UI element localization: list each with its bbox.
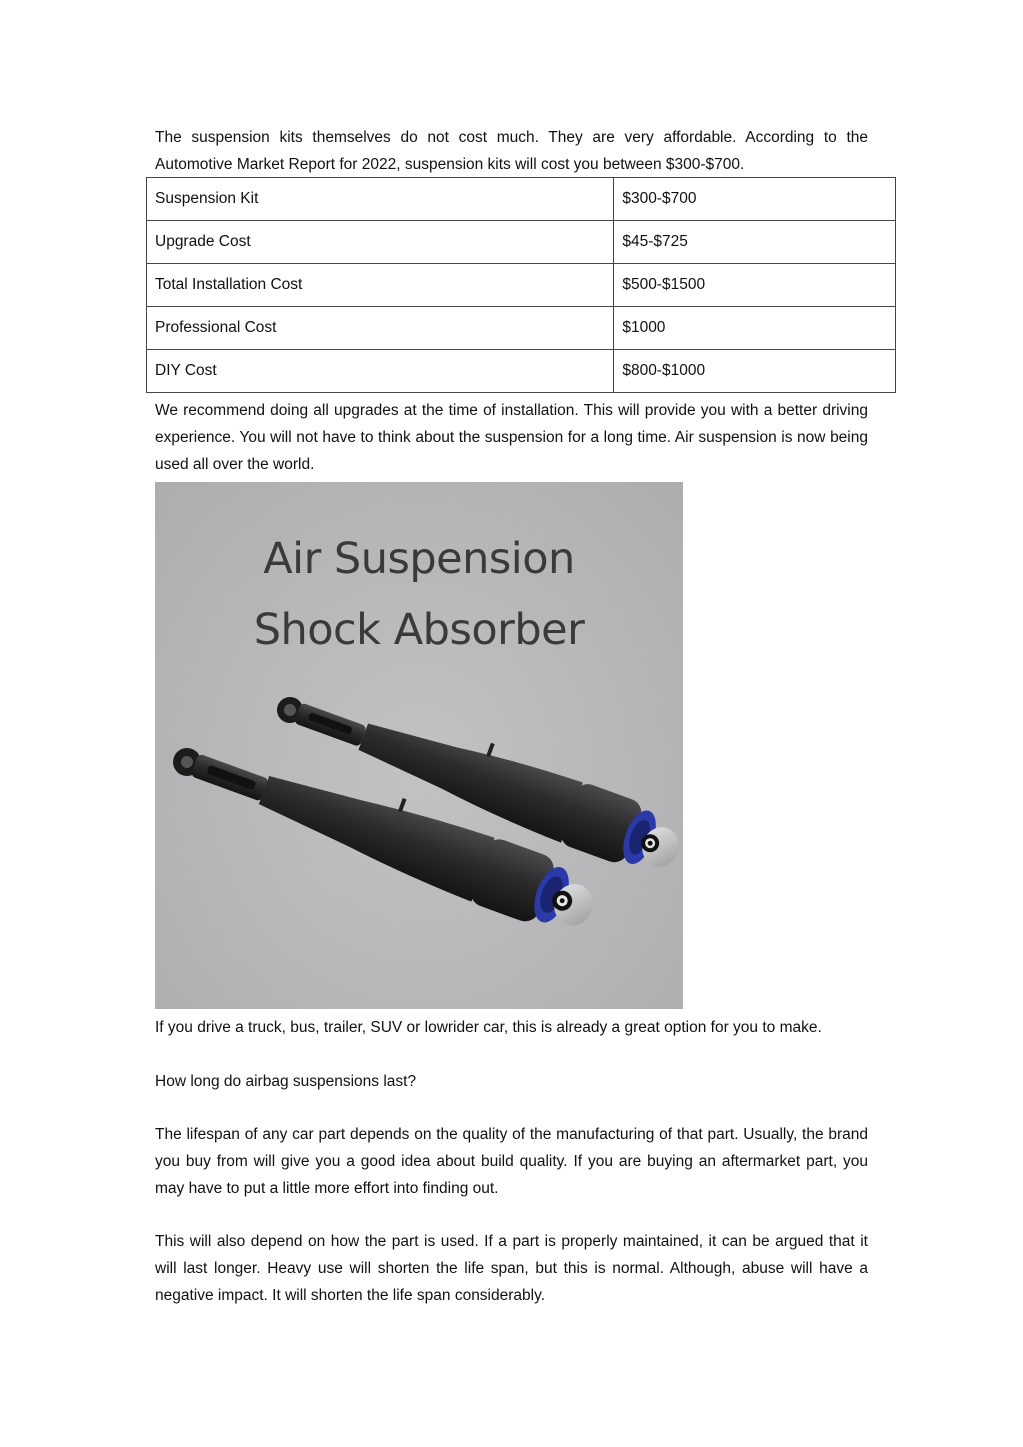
cost-table [146,177,896,393]
table-row [147,307,896,350]
table-cell-cost: $800-$1000 [614,350,896,393]
shock-absorber-image [155,482,683,1009]
table-row [147,178,896,221]
intro-paragraph: The suspension kits themselves do not cost much. They are very affordable. According to the Automotive Market Report for 2022, suspension kits will cost you between $300-$700. [155,129,868,173]
table-cell-cost: $500-$1500 [614,264,896,307]
shock-absorbers-illustration [155,482,683,1009]
lifespan-paragraph: The lifespan of any car part depends on the quality of the manufacturing of that part. Usually, the brand you buy from will give you a good idea about build quality. If you are buying an aftermarket part, you may have to put a little more effort into finding out. [155,1126,868,1197]
truck-paragraph: If you drive a truck, bus, trailer, SUV or lowrider car, this is already a great option for you to make. [155,1019,822,1036]
table-cell-cost: $1000 [614,307,896,350]
table-cell-cost: $45-$725 [614,221,896,264]
table-cell-item: Professional Cost [147,307,614,350]
image-title-line-1: Air Suspension [263,534,575,584]
table-cell-item: Upgrade Cost [147,221,614,264]
table-row [147,221,896,264]
table-cell-item: Suspension Kit [147,178,614,221]
table-cell-item: Total Installation Cost [147,264,614,307]
table-cell-item: DIY Cost [147,350,614,393]
question-heading: How long do airbag suspensions last? [155,1073,417,1090]
recommend-paragraph: We recommend doing all upgrades at the time of installation. This will provide you with a better driving experience. You will not have to think about the suspension for a long time. Air suspension is now being used all over the world. [155,402,868,473]
table-row [147,350,896,393]
table-row [147,264,896,307]
image-title-line-2: Shock Absorber [253,605,585,655]
table-cell-cost: $300-$700 [614,178,896,221]
usage-paragraph: This will also depend on how the part is used. If a part is properly maintained, it can be argued that it will last longer. Heavy use will shorten the life span, but this is normal. Although, abuse will have a negative impact. It will shorten the life span considerably. [155,1233,868,1304]
